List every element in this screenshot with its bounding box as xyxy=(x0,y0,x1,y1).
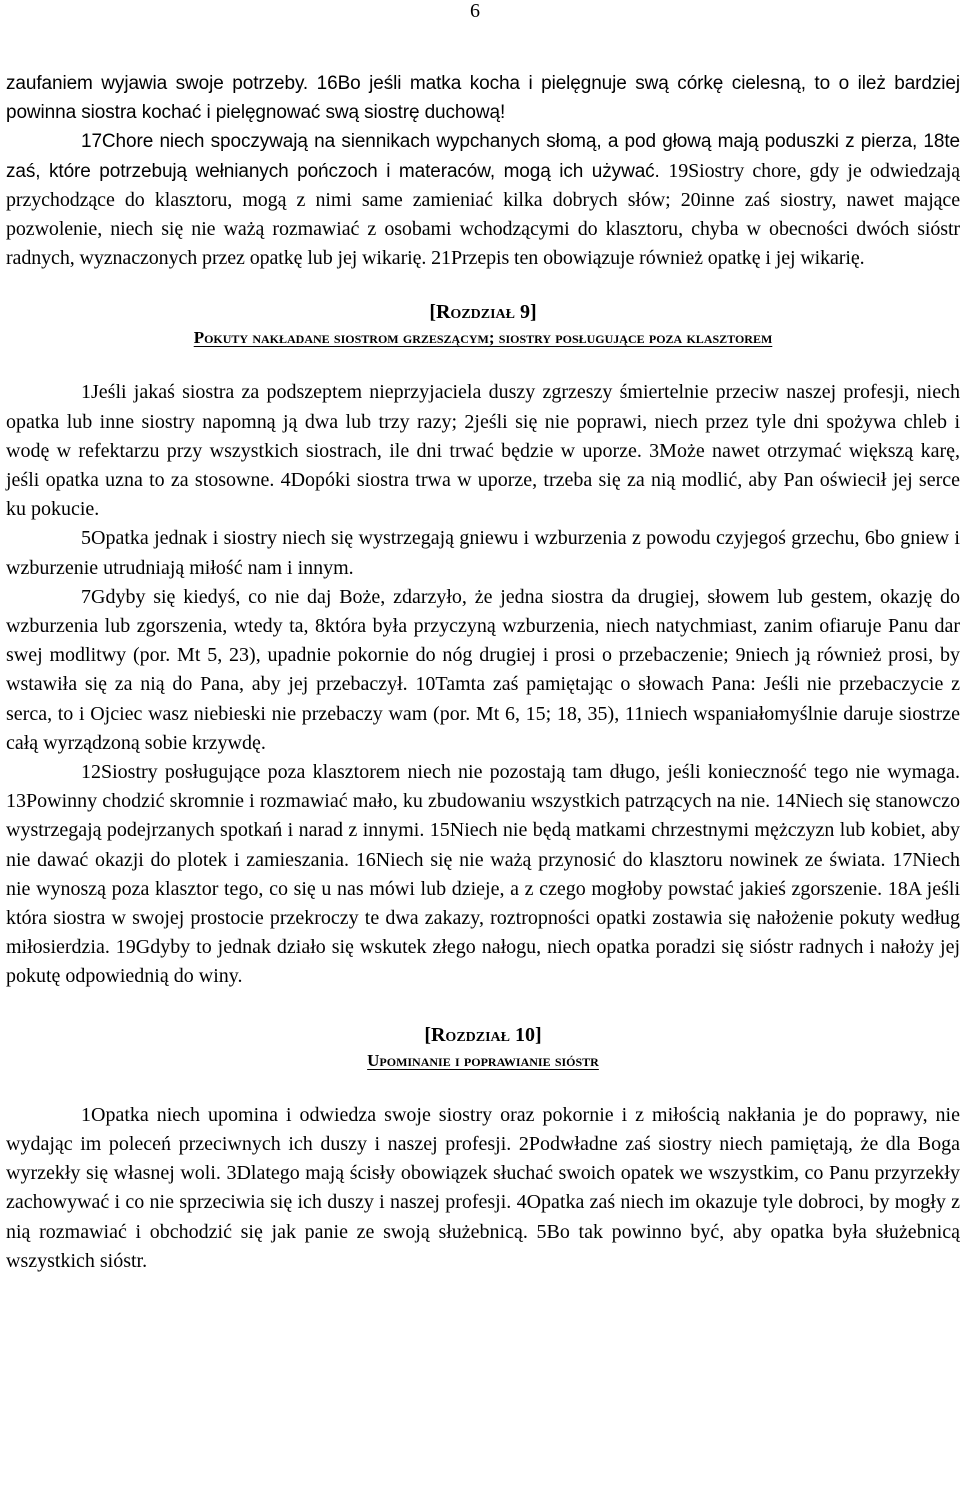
document-body xyxy=(6,69,960,1276)
chapter-9-paragraph: 7Gdyby się kiedyś, co nie daj Boże, zdarzyło, że jedna siostra da drugiej, słowem lub gestem, okazję do wzburzenia lub zgorszenia, wtedy ta, 8która była przyczyną wzburzenia, niech natychmiast, zanim ofiaruje Panu dar swej modlitwy (por. Mt 5, 23), upadnie pokornie do nóg drugiej i prosi o przebaczenie; 9niech ją również prosi, by wstawiła się za nią do Pana, aby jej przebaczył. 10Tamta zaś pamiętając o słowach Pana: Jeśli nie przebaczycie z serca, to i Ojciec wasz niebieski nie przebaczy wam (por. Mt 6, 15; 18, 35), 11niech wspaniałomyślnie daruje siostrze całą wyrządzoną sobie krzywdę. xyxy=(6,585,960,754)
page-number: 6 xyxy=(470,0,480,22)
chapter-10-paragraph: 1Opatka niech upomina i odwiedza swoje siostry oraz pokornie i z miłością nakłania je do poprawy, nie wydając im poleceń przeciwnych ich duszy i naszej profesji. 2Podwładne zaś siostry niech pamiętają, że dla Boga wyrzekły się własnej woli. 3Dlatego mają ścisły obowiązek słuchać swoich opatek we wszystkim, co Panu przyrzekły zachowywać i co nie sprzeciwia się ich duszy i naszej profesji. 4Opatka zaś niech im okazuje tyle dobroci, by mogły z nią rozmawiać i obchodzić się jak panie ze swoją służebnicą. 5Bo tak powinno być, aby opatka była służebnicą wszystkich sióstr. xyxy=(6,1103,960,1272)
chapter-9-title: Pokuty nakładane siostrom grzeszącym; siostry posługujące poza klasztorem xyxy=(193,328,773,348)
chapter-10-title: Upominanie i poprawianie sióstr xyxy=(367,1050,599,1070)
chapter-9-number: [Rozdział 9] xyxy=(429,301,537,324)
paragraph-sick-sisters xyxy=(6,127,960,273)
paragraph-sick-sisters-part2: 19Siostry chore, gdy je odwiedzają przychodzące do klasztoru, mogą z nimi same zamieniać kilka dobrych słów; 20inne zaś siostry, nawet mające pozwolenie, niech się nie ważą rozmawiać z osobami wchodzącymi do klasztoru, chyba w obecności dwóch sióstr radnych, wyznaczonych przez opatkę lub jej wikarię. 21Przepis ten obowiązuje również opatkę i jej wikarię. xyxy=(6,159,960,270)
paragraph-continued: zaufaniem wyjawia swoje potrzeby. 16Bo jeśli matka kocha i pielęgnuje swą córkę cielesną, to o ileż bardziej powinna siostra kochać i pielęgnować swą siostrę duchową! xyxy=(6,73,960,124)
chapter-9-paragraph: 12Siostry posługujące poza klasztorem niech nie pozostają tam długo, jeśli konieczność tego nie wymaga. 13Powinny chodzić skromnie i rozmawiać mało, ku zbudowaniu wszystkich patrzących na nie. 14Niech się stanowczo wystrzegają podejrzanych spotkań i narad z innymi. 15Niech nie będą matkami chrzestnymi mężczyzn lub kobiet, aby nie dawać okazji do plotek i zamieszania. 16Niech się nie ważą przynosić do klasztoru nowinek ze świata. 17Niech nie wynoszą poza klasztor tego, co się u nas mówi lub dzieje, a z czego mogłoby powstać jakieś zgorszenie. 18A jeśli która siostra w swojej prostocie przekroczy te dwa zakazy, roztropności opatki zostawia się nałożenie pokuty według miłosierdzia. 19Gdyby to jednak działo się wskutek złego nałogu, niech opatka poradzi się sióstr radnych i nałoży jej pokutę odpowiednią do winy. xyxy=(6,761,960,988)
chapter-9-paragraph: 1Jeśli jakaś siostra za podszeptem nieprzyjaciela duszy zgrzeszy śmiertelnie przeciw naszej profesji, niech opatka lub inne siostry napomną ją dwa lub trzy razy; 2jeśli się nie poprawi, niech przez tyle dni spożywa chleb i wodę w refektarzu przy wszystkich siostrach, ile dni trwać będzie w uporze. 3Może nawet otrzymać większą karę, jeśli opatka uzna to za stosowne. 4Dopóki siostra trwa w uporze, trzeba się za nią modlić, aby Pan oświecił jej serce ku pokucie. xyxy=(6,381,960,521)
chapter-10-number: [Rozdział 10] xyxy=(424,1023,542,1046)
chapter-9-paragraph: 5Opatka jednak i siostry niech się wystrzegają gniewu i wzburzenia z powodu czyjegoś grzechu, 6bo gniew i wzburzenie utrudniają miłość nam i innym. xyxy=(6,527,960,579)
paragraph-sick-sisters-part1: 17Chore niech spoczywają na siennikach wypchanych słomą, a pod głową mają poduszki z pierza, 18te zaś, które potrzebują wełnianych pończoch i materaców, mogą ich używać. xyxy=(6,131,960,182)
